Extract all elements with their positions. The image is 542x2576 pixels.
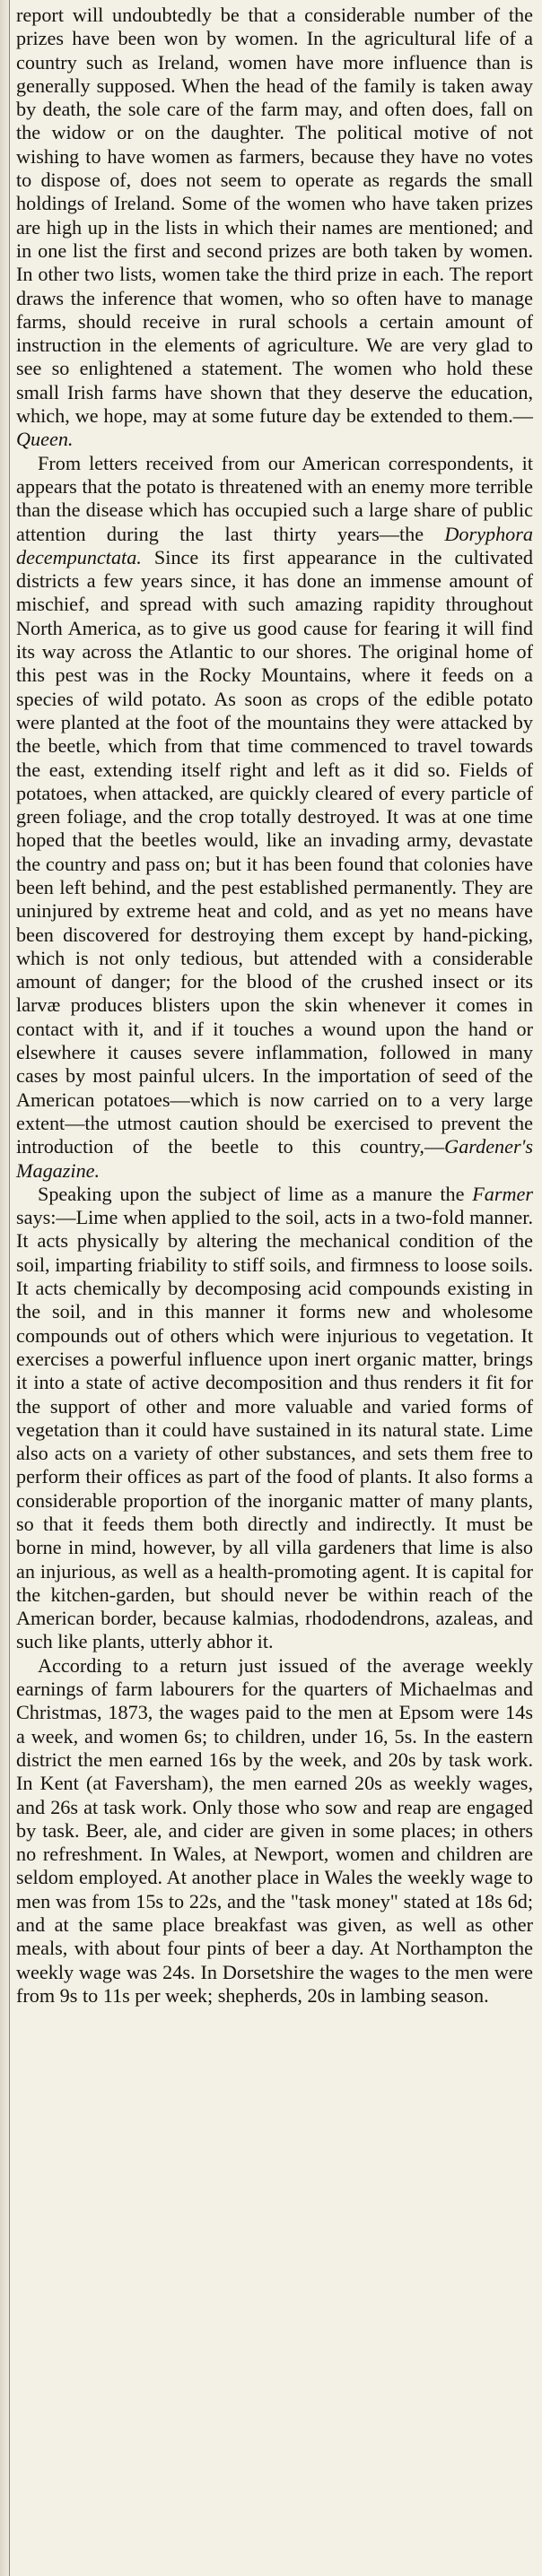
paragraph-text: According to a return just issued of the average weekly earnings of farm labourers for the quarters of Michaelmas and Christmas, 1873, the wages paid to the men at Epsom were 14s a week, and women 6s; to children, under 16, 5s. In the eastern district the men earned 16s by the week, and 20s by task work. In Kent (at Faversham), the men earned 20s as weekly wages, and 26s at task work. Only those who sow and reap are engaged by task. Beer, ale, and cider are given in some places; in others no refreshment. In Wales, at Newport, women and children are seldom employed. At another place in Wales the weekly wage to men was from 15s to 22s, and the "task money" stated at 18s 6d; and at the same place breakfast was given, as well as other meals, with about four pints of beer a day. At Northampton the weekly wage was 24s. In Dorsetshire the wages to the men were from 9s to 11s per week; shepherds, 20s in lambing season.	[16, 1653, 533, 2007]
column-rule	[9, 0, 10, 2576]
source-attribution: Queen.	[16, 428, 74, 451]
paragraph-text: report will undoubtedly be that a considerable number of the prizes have been won by women. In the agricultural life of a country such as Ireland, women have more influence than is generally supposed. When the head of the family is taken away by death, the sole care of the farm may, and often does, fall on the widow or on the daughter. The political motive of not wishing to have women as farmers, because they have no votes to dispose of, does not seem to operate as regards the small holdings of Ireland. Some of the women who have taken prizes are high up in the lists in which their names are mentioned; and in one list the first and second prizes are both taken by women. In other two lists, women take the third prize in each. The report draws the inference that women, who so often have to manage farms, should receive in rural schools a certain amount of instruction in the elements of agriculture. We are very glad to see so enlightened a statement. The women who hold these small Irish farms have shown that they deserve the education, which, we hope, may at some future day be extended to them.—	[16, 4, 533, 428]
paragraph-text: says:—Lime when applied to the soil, acts in a two-fold manner. It acts physically by altering the mechanical condition of the soil, imparting friability to stiff soils, and firmness to loose soils. It acts chemically by decomposing acid compounds existing in the soil, and in this manner it forms new and wholesome compounds out of others which were injurious to vegetation. It exercises a powerful influence upon inert organic matter, brings it into a state of active decomposition and thus renders it fit for the support of other and more valuable and varied forms of vegetation than it could have sustained in its natural state. Lime also acts on a variety of other substances, and sets them free to perform their offices as part of the food of plants. It also forms a considerable proportion of the inorganic matter of many plants, so that it feeds them both directly and indirectly. It must be borne in mind, however, by all villa gardeners that lime is also an injurious, as well as a health-promoting agent. It is capital for the kitchen-garden, but should never be within reach of the American border, because kalmias, rhododendrons, azaleas, and such like plants, utterly abhor it.	[16, 1206, 533, 1653]
paragraph-lime-manure	[16, 1183, 533, 1654]
paragraph-text: From letters received from our American correspondents, it appears that the potato is threatened with an enemy more terrible than the disease which has occupied such a large share of public attention during the last thirty years—the	[16, 451, 533, 545]
species-name: Doryphora decempunctata.	[16, 522, 533, 568]
article-column	[16, 4, 533, 2008]
source-attribution: Farmer	[472, 1182, 533, 1205]
paragraph-labourer-wages	[16, 1654, 533, 2008]
paragraph-text: Speaking upon the subject of lime as a manure the	[38, 1182, 473, 1205]
paragraph-colorado-beetle	[16, 452, 533, 1183]
paragraph-women-farmers	[16, 4, 533, 452]
paragraph-text: Since its first appearance in the cultivated districts a few years since, it has done an immense amount of mischief, and spread with such amazing rapidity throughout North America, as to give us good cause for fearing it will find its way across the Atlantic to our shores. The original home of this pest was in the Rocky Mountains, where it feeds on a species of wild potato. As soon as crops of the edible potato were planted at the foot of the mountains they were attacked by the beetle, which from that time commenced to travel towards the east, extending itself right and left as it did so. Fields of potatoes, when attacked, are quickly cleared of every particle of green foliage, and the crop totally destroyed. It was at one time hoped that the beetles would, like an invading army, devastate the country and pass on; but it has been found that colonies have been left behind, and the pest established permanently. They are uninjured by extreme heat and cold, and as yet no means have been discovered for destroying them except by hand-picking, which is not only tedious, but attended with a considerable amount of danger; for the blood of the crushed insect or its larvæ produces blisters upon the skin whenever it comes in contact with it, and if it touches a wound upon the hand or elsewhere it causes severe inflammation, followed in many cases by most painful ulcers. In the importation of seed of the American potatoes—which is now carried on to a very large extent—the utmost caution should be exercised to prevent the introduction of the beetle to this country,—	[16, 545, 533, 1158]
adjacent-column-edge	[0, 0, 9, 2576]
source-attribution: Gardener's Magazine.	[16, 1135, 533, 1182]
